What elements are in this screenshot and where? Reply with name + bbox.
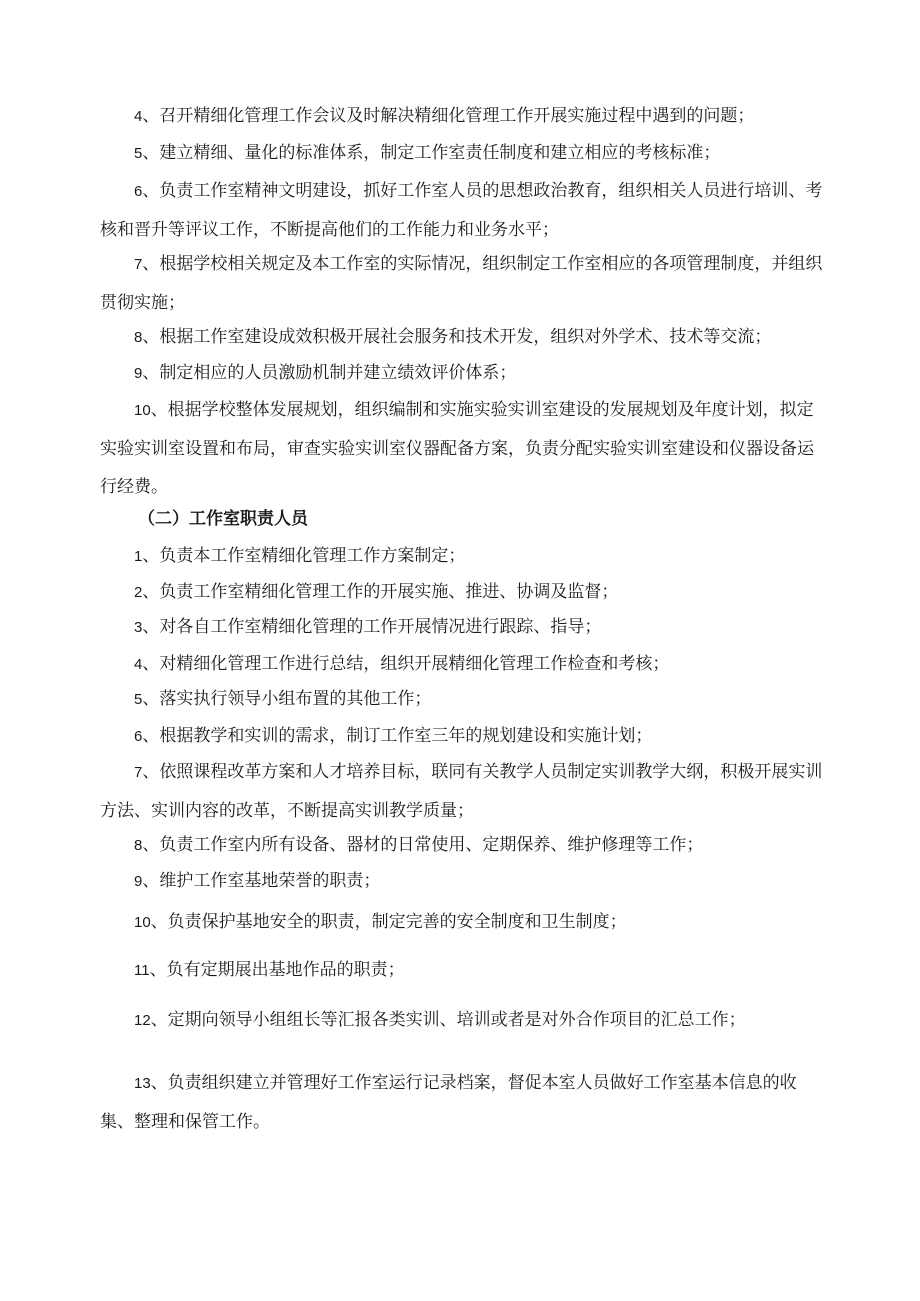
list-item: 7、依照课程改革方案和人才培养目标，联同有关教学人员制定实训教学大纲，积极开展实训方法、实训内容的改革，不断提高实训教学质量； bbox=[100, 762, 823, 821]
list-item: 6、负责工作室精神文明建设，抓好工作室人员的思想政治教育，组织相关人员进行培训、考核和晋升等评议工作，不断提高他们的工作能力和业务水平； bbox=[100, 181, 823, 240]
list-item: 9、制定相应的人员激励机制并建立绩效评价体系； bbox=[134, 363, 517, 383]
list-item: 11、负有定期展出基地作品的职责； bbox=[134, 960, 405, 980]
list-item: 12、定期向领导小组组长等汇报各类实训、培训或者是对外合作项目的汇总工作； bbox=[134, 1010, 746, 1030]
list-item: 5、建立精细、量化的标准体系，制定工作室责任制度和建立相应的考核标准； bbox=[134, 143, 721, 163]
list-item: 13、负责组织建立并管理好工作室运行记录档案，督促本室人员做好工作室基本信息的收集、整理和保管工作。 bbox=[100, 1073, 797, 1132]
list-item: 6、根据教学和实训的需求，制订工作室三年的规划建设和实施计划； bbox=[134, 726, 653, 746]
list-item: 3、对各自工作室精细化管理的工作开展情况进行跟踪、指导； bbox=[134, 617, 602, 637]
list-item: 1、负责本工作室精细化管理工作方案制定； bbox=[134, 546, 466, 566]
list-item: 4、对精细化管理工作进行总结，组织开展精细化管理工作检查和考核； bbox=[134, 654, 670, 674]
list-item: 10、负责保护基地安全的职责，制定完善的安全制度和卫生制度； bbox=[134, 912, 627, 932]
list-item: 9、维护工作室基地荣誉的职责； bbox=[134, 871, 381, 891]
section-heading: （二）工作室职责人员 bbox=[138, 509, 308, 529]
list-item: 10、根据学校整体发展规划，组织编制和实施实验实训室建设的发展规划及年度计划，拟定实验实训室设置和布局，审查实验实训室仪器配备方案，负责分配实验实训室建设和仪器设备运行经费。 bbox=[100, 400, 814, 497]
list-item: 7、根据学校相关规定及本工作室的实际情况，组织制定工作室相应的各项管理制度，并组织贯彻实施； bbox=[100, 254, 823, 313]
list-item: 4、召开精细化管理工作会议及时解决精细化管理工作开展实施过程中遇到的问题； bbox=[134, 106, 755, 126]
list-item: 8、根据工作室建设成效积极开展社会服务和技术开发，组织对外学术、技术等交流； bbox=[134, 327, 772, 347]
list-item: 8、负责工作室内所有设备、器材的日常使用、定期保养、维护修理等工作； bbox=[134, 835, 704, 855]
list-item: 5、落实执行领导小组布置的其他工作； bbox=[134, 689, 432, 709]
list-item: 2、负责工作室精细化管理工作的开展实施、推进、协调及监督； bbox=[134, 582, 619, 602]
